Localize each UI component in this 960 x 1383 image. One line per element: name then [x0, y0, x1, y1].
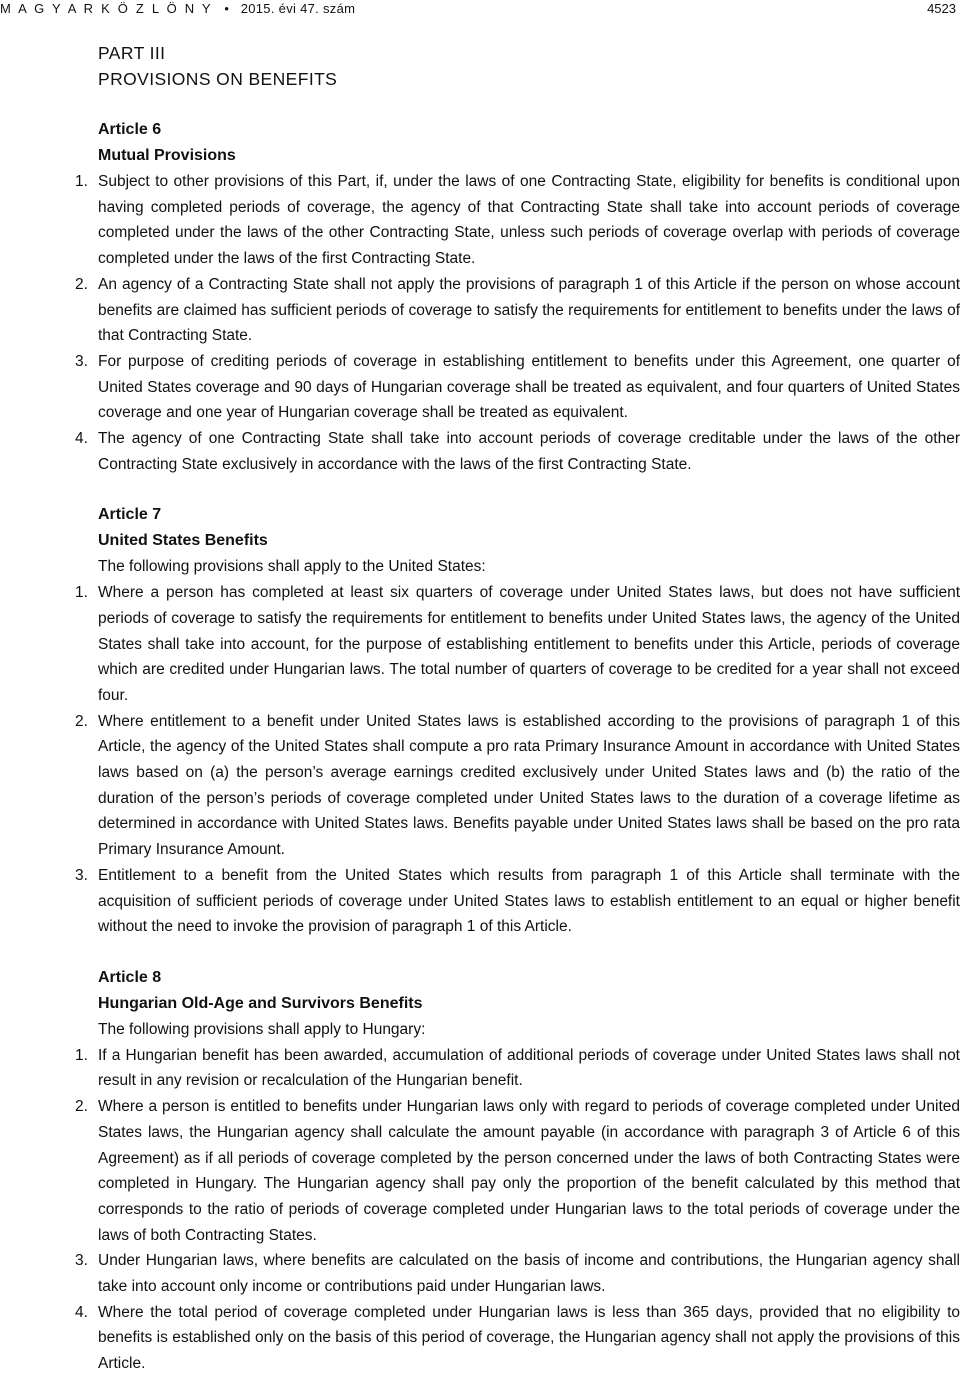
- paragraph: [0, 169, 960, 272]
- paragraph-number: 4.: [75, 430, 88, 448]
- paragraph-number: 3.: [75, 866, 88, 884]
- paragraph: [0, 1094, 960, 1248]
- paragraph: [0, 709, 960, 863]
- paragraph-number: 2.: [75, 275, 88, 293]
- article-intro: The following provisions shall apply to the United States:: [98, 558, 486, 576]
- paragraph: [0, 426, 960, 477]
- issue-number: 2015. évi 47. szám: [240, 1, 356, 16]
- paragraph-text: Where a person has completed at least six quarters of coverage under United States laws, but does not have sufficient periods of coverage to satisfy the requirements for entitlement to benefits under United States laws, the agency of the United States shall take into account, for the purpose of establishing entitlement to benefits under this Article, periods of coverage which are credited under Hungarian laws. The total number of quarters of coverage to be credited for a year shall not exceed four.: [98, 584, 960, 704]
- paragraph: [0, 863, 960, 940]
- paragraph: [0, 1300, 960, 1377]
- journal-header: [0, 0, 355, 18]
- paragraph-number: 1.: [75, 173, 88, 190]
- paragraph-number: 3.: [75, 352, 88, 370]
- part-number: PART III: [98, 43, 166, 63]
- paragraph-text: Where a person is entitled to benefits under Hungarian laws only with regard to periods of coverage completed under United States laws, the Hungarian agency shall calculate the amount payable (in accordance with paragraph 3 of Article 6 of this Agreement) as if all periods of coverage completed by the person concerned under the laws of both Contracting States were completed in Hungary. The Hungarian agency shall pay only the proportion of the benefit calculated by this method that corresponds to the ratio of periods of coverage completed under Hungarian laws to the total periods of coverage under the laws of both Contracting States.: [98, 1098, 960, 1244]
- paragraph-text: Where the total period of coverage completed under Hungarian laws is less than 365 days, provided that no eligibility to benefits is established only on the basis of this period of coverage, the Hungarian agency shall not apply the provisions of this Article.: [98, 1303, 960, 1373]
- paragraph-text: Where entitlement to a benefit under United States laws is established according to the provisions of paragraph 1 of this Article, the agency of the United States shall compute a pro rata Primary Insurance Amount in accordance with United States laws based on (a) the person’s average earnings credited exclusively under United States laws and (b) the ratio of the duration of the person’s periods of coverage completed under United States laws to the duration of a coverage lifetime as determined in accordance with United States laws. Benefits payable under United States laws shall be based on the pro rata Primary Insurance Amount.: [98, 712, 960, 859]
- paragraph-number: 1.: [75, 1046, 88, 1064]
- paragraph-text: Entitlement to a benefit from the United States which results from paragraph 1 of this Article shall terminate with the acquisition of sufficient periods of coverage under United States laws to establish entitlement to an equal or higher benefit without the need to invoke the provision of paragraph 1 of this Article.: [98, 866, 960, 936]
- articles-container: [0, 117, 960, 1377]
- page-number: 4523: [927, 1, 956, 16]
- page-header: [0, 0, 960, 20]
- document-body: [0, 40, 960, 1377]
- journal-name: M A G Y A R K Ö Z L Ö N Y: [0, 1, 213, 16]
- paragraph-number: 1.: [75, 584, 88, 602]
- article-number: Article 7: [98, 506, 162, 524]
- part-title: PROVISIONS ON BENEFITS: [98, 69, 338, 89]
- paragraph-number: 4.: [75, 1303, 88, 1321]
- paragraph: [0, 349, 960, 426]
- paragraph-number: 2.: [75, 712, 88, 730]
- article-number: Article 6: [98, 121, 162, 138]
- article-section: [0, 965, 960, 1377]
- paragraph: [0, 580, 960, 709]
- paragraph: [0, 272, 960, 349]
- paragraph-text: For purpose of crediting periods of coverage in establishing entitlement to benefits under this Agreement, one quarter of United States coverage and 90 days of Hungarian coverage shall be treated as equivalent, and four quarters of United States coverage and one year of Hungarian coverage shall be treated as equivalent.: [98, 352, 960, 422]
- paragraph-text: Subject to other provisions of this Part, if, under the laws of one Contracting State, eligibility for benefits is conditional upon having completed periods of coverage, the agency of that Contracting State shall take into account periods of coverage completed under the laws of the other Contracting State, unless such periods of coverage overlap with periods of coverage completed under the laws of the first Contracting State.: [98, 173, 960, 268]
- part-heading: [0, 40, 960, 92]
- paragraph-text: Under Hungarian laws, where benefits are calculated on the basis of income and contributions, the Hungarian agency shall take into account only income or contributions paid under Hungarian laws.: [98, 1252, 960, 1296]
- paragraph-text: If a Hungarian benefit has been awarded, accumulation of additional periods of coverage under United States laws shall not result in any revision or recalculation of the Hungarian benefit.: [98, 1046, 960, 1090]
- paragraph: [0, 1043, 960, 1094]
- article-number: Article 8: [98, 968, 162, 986]
- article-section: [0, 502, 960, 940]
- header-bullet: •: [224, 1, 229, 16]
- paragraph-number: 2.: [75, 1098, 88, 1116]
- article-section: [0, 117, 960, 477]
- paragraph-text: An agency of a Contracting State shall not apply the provisions of paragraph 1 of this Article if the person on whose account benefits are claimed has sufficient periods of coverage to satisfy the requirements for entitlement to benefits under the laws of that Contracting State.: [98, 275, 960, 345]
- article-title: Mutual Provisions: [98, 147, 236, 164]
- article-title: United States Benefits: [98, 532, 268, 550]
- article-title: Hungarian Old-Age and Survivors Benefits: [98, 994, 423, 1012]
- paragraph: [0, 1248, 960, 1299]
- paragraph-text: The agency of one Contracting State shall take into account periods of coverage creditable under the laws of the other Contracting State exclusively in accordance with the laws of the first Contracting State.: [98, 430, 960, 473]
- article-intro: The following provisions shall apply to Hungary:: [98, 1020, 426, 1038]
- paragraph-number: 3.: [75, 1252, 88, 1270]
